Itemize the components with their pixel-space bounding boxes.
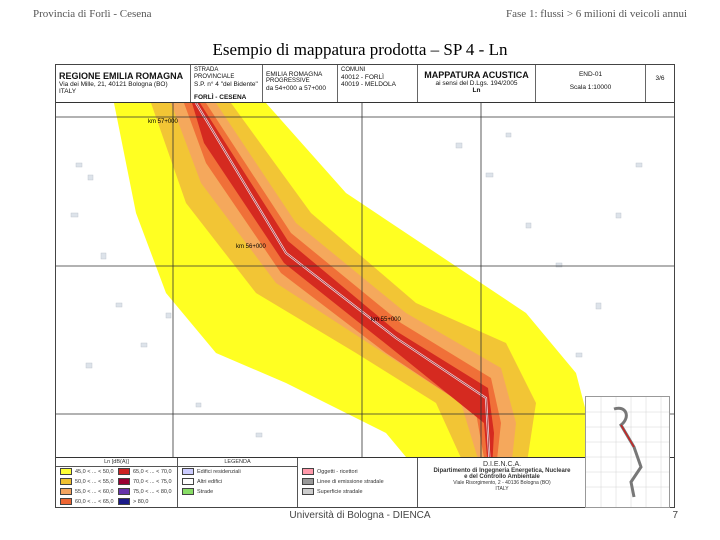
legend-level-label: 55,0 < ... < 60,0	[75, 488, 114, 495]
legend-level-label: 70,0 < ... < 75,0	[133, 478, 172, 485]
legend-feature2-swatch	[302, 468, 314, 475]
legend-feature-item	[182, 478, 222, 485]
map-scale: Scala 1:10000	[569, 84, 612, 91]
legend-level-label: > 80,0	[133, 498, 149, 505]
legend-features	[178, 458, 298, 508]
inset-locator-map	[585, 396, 670, 508]
noise-map	[55, 64, 675, 508]
org-line2: e del Controllo Ambientale	[464, 474, 540, 480]
legend-level-item	[118, 468, 172, 475]
legend-level-item	[60, 478, 114, 485]
inset-highlight	[621, 425, 634, 447]
header-left: Provincia di Forlì - Cesena	[33, 8, 152, 20]
road-label: STRADA PROVINCIALE	[194, 67, 235, 80]
legend-level-item	[60, 468, 114, 475]
legend-level-label: 60,0 < ... < 65,0	[75, 498, 114, 505]
title-block-sheet	[646, 65, 674, 102]
map-legend	[56, 457, 674, 508]
legend-feature2-item	[302, 488, 363, 495]
legend-level-swatch	[118, 478, 130, 485]
org-line1: Dipartimento di Ingegneria Energetica, Nucleare	[433, 468, 571, 474]
legend-feature2-label: Superficie stradale	[317, 488, 363, 495]
legend-level-swatch	[60, 468, 72, 475]
map-type-title: MAPPATURA ACUSTICA	[424, 70, 529, 80]
legend-feature-item	[182, 488, 213, 495]
title-block-map-title	[418, 65, 536, 102]
comune-meldola: 40019 - MELDOLA	[341, 81, 396, 88]
legend-feature-label: Altri edifici	[197, 478, 223, 485]
legend-features-title: LEGENDA	[178, 458, 297, 467]
legend-level-swatch	[118, 488, 130, 495]
legend-level-label: 75,0 < ... < 80,0	[133, 488, 172, 495]
title-block-code	[536, 65, 646, 102]
legend-level-item	[60, 488, 114, 495]
road-name: S.P. n° 4 "del Bidente"	[194, 81, 258, 88]
legend-feature2-item	[302, 468, 358, 475]
header-right: Fase 1: flussi > 6 milioni di veicoli annui	[506, 8, 687, 20]
legend-feature-label: Edifici residenziali	[197, 468, 241, 475]
legend-level-item	[118, 498, 148, 505]
legend-feature2-swatch	[302, 478, 314, 485]
legend-features2	[298, 458, 418, 508]
legend-level-swatch	[60, 498, 72, 505]
province-name: FORLÌ - CESENA	[194, 94, 247, 101]
legend-level-item	[60, 498, 114, 505]
map-title-block	[56, 65, 674, 103]
legend-feature2-label: Oggetti - ricettori	[317, 468, 358, 475]
map-index: Ln	[472, 87, 481, 94]
legend-feature2-item	[302, 478, 384, 485]
comuni-label: COMUNI	[341, 67, 366, 73]
legend-feature2-label: Linee di emissione stradale	[317, 478, 384, 485]
title-block-road	[191, 65, 263, 102]
legend-level-swatch	[60, 488, 72, 495]
legend-feature-swatch	[182, 478, 194, 485]
legend-level-label: 50,0 < ... < 55,0	[75, 478, 114, 485]
legend-level-label: 45,0 < ... < 50,0	[75, 468, 114, 475]
legend-feature2-swatch	[302, 488, 314, 495]
map-type-subtitle: ai sensi del D.Lgs. 194/2005	[435, 80, 518, 87]
region2-name: EMILIA ROMAGNA	[266, 71, 323, 78]
page-number: 7	[672, 510, 678, 521]
legend-level-swatch	[118, 468, 130, 475]
title-block-comuni	[338, 65, 418, 102]
legend-feature-label: Strade	[197, 488, 214, 495]
org-line4: ITALY	[495, 486, 509, 492]
title-block-progressive	[263, 65, 338, 102]
legend-feature-swatch	[182, 488, 194, 495]
slide-title: Esempio di mappatura prodotta – SP 4 - Ln	[212, 40, 508, 59]
progressive-value: da 54+000 a 57+000	[266, 85, 327, 92]
region-country: ITALY	[59, 88, 77, 95]
legend-level-swatch	[60, 478, 72, 485]
legend-feature-item	[182, 468, 241, 475]
region-address: Via dei Mille, 21, 40121 Bologna (BO)	[59, 81, 168, 88]
map-drawing	[56, 103, 674, 469]
org-line3: Viale Risorgimento, 2 - 40136 Bologna (BO)	[453, 480, 551, 486]
legend-organization	[418, 458, 586, 508]
legend-level-swatch	[118, 498, 130, 505]
inset-route	[614, 408, 641, 497]
region-name: REGIONE EMILIA ROMAGNA	[59, 71, 184, 81]
title-block-region	[56, 65, 191, 102]
org-title: D.I.E.N.C.A.	[482, 461, 522, 468]
legend-level-item	[118, 488, 172, 495]
map-code: END-01	[578, 71, 603, 78]
km-marker-55: km 55+000	[371, 317, 401, 323]
legend-levels-title: Ln [dB(A)]	[56, 458, 177, 467]
footer-university: Università di Bologna - DIENCA	[289, 510, 431, 521]
legend-level-label: 65,0 < ... < 70,0	[133, 468, 172, 475]
sheet-number: 3/6	[655, 75, 665, 82]
legend-levels	[56, 458, 178, 508]
legend-feature-swatch	[182, 468, 194, 475]
legend-level-item	[118, 478, 172, 485]
progressive-label: PROGRESSIVE	[266, 78, 310, 84]
comune-forli: 40012 - FORLÌ	[341, 74, 384, 81]
km-marker-56: km 56+000	[236, 244, 266, 250]
km-marker-57: km 57+000	[148, 119, 178, 125]
